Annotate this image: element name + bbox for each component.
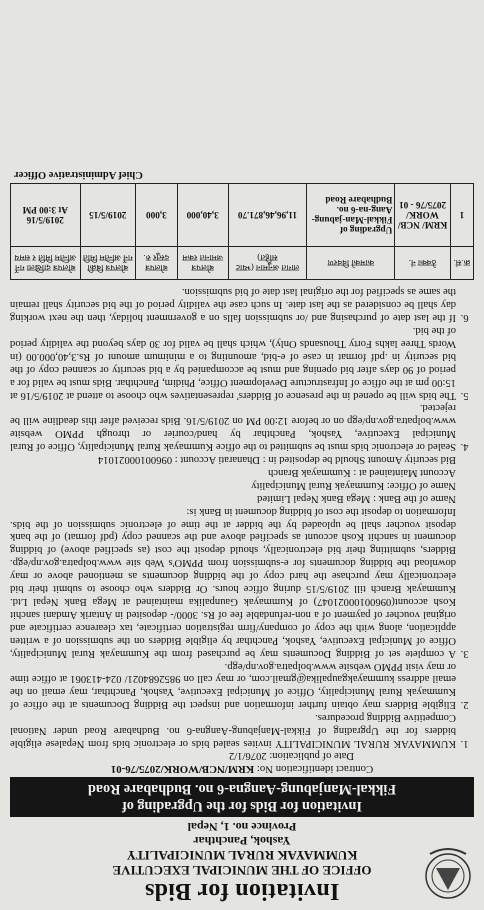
banner-line-1: Invitation for Bids for the Upgrading of [122, 798, 362, 814]
clause-3 [10, 452, 458, 659]
table-row [11, 184, 474, 247]
project-banner [10, 777, 474, 817]
bank-office: Name of Office: Kummayak Rural Municipality [251, 479, 456, 491]
header-submit-date: बोलपत्र दाखिला गर्ने अन्तिम मिति र समय [11, 247, 81, 280]
cell-fee: 3,000 [136, 184, 178, 247]
clause-4: 4. Sealed or electronic bids must be submitted to the office Kummayak Rural Municipality, Office of Rural Municipal Executive, Yashok, Panchthar by hand/courier or through PPMO website www.bolpatra.gov.np/egp on or before 12:00 PM on 2019/5/16. Bids received after this deadline will be rejected. [10, 401, 458, 453]
banner-line-2: Fikkal-Manjabung-Aangna-6 no. Budhabare Road [88, 781, 397, 797]
bank-branch: Account Maintained at : Kummayak Branch [268, 466, 456, 478]
header-sale-date: बोलपत्र बिक्री गर्ने अन्तिम मिति [80, 247, 136, 280]
contract-identification [10, 762, 474, 775]
cell-work: Upgrading of Fikkal-Man-jabung-Aang-na-6 no. Budhabare Road [307, 184, 395, 247]
pubdate-label: Date of publication: [269, 750, 354, 761]
bank-security-account: Bid security Amount Should be deposited in : Dhanarati Account : 09600100021014 [97, 454, 456, 466]
office-location: Yashok, Panchthar [193, 834, 291, 848]
pubdate-value: 2076/1/2 [228, 750, 267, 761]
cell-sale-date: 2019/5/15 [80, 184, 136, 247]
cell-sn: 1 [450, 184, 473, 247]
header-sn: क्र.सं. [450, 247, 473, 280]
notice-title: Invitation for Bids [144, 878, 340, 904]
clause-5: 5. The bids will be opened in the presence of Bidders' representatives who choose to attend at 2019/5/16 at 15:00 pm at the office of Infrastructure Development Office, Phidim, Panchthar. Bids must be valid for a period of 90 days after bid opening and must be accompanied by a bid security or scanned copy of the bid security in .pdf format in case of e-bid, amounting to a minimum amount of Rs.3,40,000.00 (in Words Three lakhs Forty Thousands Only), which shall be valid for 30 days beyond the validity period of the bid. [10, 323, 458, 400]
office-line-2: KUMMAYAK RURAL MUNICIPALITY [126, 848, 358, 863]
clause-3-electronic: Bidders who choose to submit their bid electronically may purchase the hard copy of the bidding documents as mentioned above or may download the bidding documents for e-submission from PPMO's Web site www.bolpatra.gov.np/egp. Bidders, submitting their bid electronically, should deposit the cost (as specified above) of bidding document in sanchit Kosh account as specified above and the scanned copy (pdf format) of the bank deposit voucher shall be uploaded by the bidder at the time of electronic submission of the bids. Information to deposit the cost of bidding document in Bank is: [10, 505, 456, 595]
clause-2: 2. Eligible Bidders may obtain further information and inspect the Bidding Documents at the office of Kummayak Rural Municipality, Office of Municipal Executive, Yashok, Panchthar, may email on the email address kummayakgaupalika@gmail.com, or may call on 9852684021/ 024-413061 at office time or may visit PPMO website www.bolpatra.gov.np/egp. [10, 659, 458, 711]
clause-list [10, 284, 474, 749]
header-security: बोलपत्र जमानत रकम [177, 247, 228, 280]
publication-date [10, 749, 474, 762]
header-contract: ठेक्का नं. [395, 247, 451, 280]
clause-1: 1. KUMMAYAK RURAL MUNICIPALITY invites sealed bids or electronic bids from Nepalese eligible bidders for the Upgrading of Fikkal-Manjabung-Aangna-6 no. Budhabare Road under National Competitive Bidding procedures. [10, 710, 458, 749]
cell-estimate: 11,96,46,871.70 [228, 184, 307, 247]
contract-number: KRM/NCB/WORK/2075/76-01 [110, 763, 255, 775]
header-work: कामको विवरण [307, 247, 395, 280]
cell-contract: KRM/ NCB/ WORK/ 2075/76 - 01 [395, 184, 451, 247]
clause-3-text: A complete set of Bidding Documents may be purchased from the Kummayak Rural Municipality, Office of Municipal Executive, Yashok, Panchthar by eligible Bidders on the submission of a written application, along with the copy of company/firm registration certificate, tax clearence certificate and original voucher of payment of a non-refundable fee of Rs. 3000/- deposited in Antarik Amdani sanchit Kosh account(09600100021047) of Kummayak Gaunpalika maintained at Mega Bank Nepal Ltd. Kummayak Branch till 2019/5/15 during office hours. Or [10, 583, 456, 659]
signature-line: Chief Administrative Officer [14, 169, 143, 181]
header-estimate: लागत अनुमान (भ्याट सहित) [228, 247, 307, 280]
bid-details-table [10, 183, 474, 280]
contract-label: Contract identification No: [256, 763, 374, 775]
cell-submit-time: At 3:00 PM [22, 205, 68, 216]
cell-security: 3,40,000 [177, 184, 228, 247]
bank-name: Name of the Bank : Mega Bank Nepal Limited [257, 492, 456, 504]
government-emblem-icon [422, 844, 474, 904]
cell-submit [11, 184, 81, 247]
office-line-1: OFFICE OF THE MUNICIPAL EXECUTIVE [112, 863, 372, 878]
cell-submit-date: 2019/5/16 [26, 215, 64, 226]
table-header-row [11, 247, 474, 280]
clause-6: 6. If the last date of purchasing and /or submission falls on a government holiday, then the next working day shall be considered as the last date. In such case the validity period of the bid security shall remain the same as specified for the original last date of bid submission. [10, 284, 458, 323]
province: Province no. 1, Nepal [187, 820, 297, 834]
header-fee: बोलपत्र दस्तुर रु. [136, 247, 178, 280]
